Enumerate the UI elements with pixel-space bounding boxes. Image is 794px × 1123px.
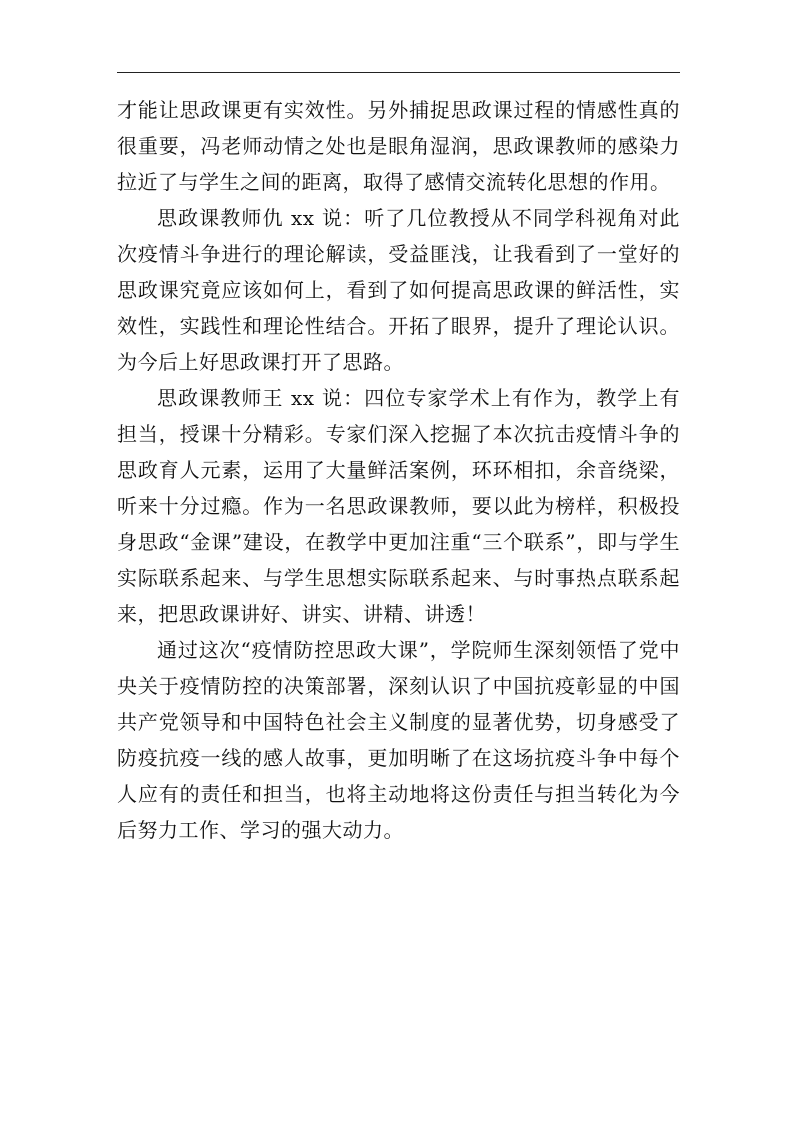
document-body (117, 92, 680, 848)
paragraph: 思政课教师王 xx 说：四位专家学术上有作为，教学上有担当，授课十分精彩。专家们深入挖掘了本次抗击疫情斗争的思政育人元素，运用了大量鲜活案例，环环相扣，余音绕梁，听来十分过瘾。作为一名思政课教师，要以此为榜样，积极投身思政“金课”建设，在教学中更加注重“三个联系”，即与学生实际联系起来、与学生思想实际联系起来、与时事热点联系起来，把思政课讲好、讲实、讲精、讲透！ (117, 386, 680, 626)
header-rule (117, 72, 680, 73)
paragraph: 才能让思政课更有实效性。另外捕捉思政课过程的情感性真的很重要，冯老师动情之处也是眼角湿润，思政课教师的感染力拉近了与学生之间的距离，取得了感情交流转化思想的作用。 (117, 98, 680, 194)
paragraph: 通过这次“疫情防控思政大课”，学院师生深刻领悟了党中央关于疫情防控的决策部署，深刻认识了中国抗疫彰显的中国共产党领导和中国特色社会主义制度的显著优势，切身感受了防疫抗疫一线的感人故事，更加明晰了在这场抗疫斗争中每个人应有的责任和担当，也将主动地将这份责任与担当转化为今后努力工作、学习的强大动力。 (117, 638, 680, 842)
paragraph: 思政课教师仇 xx 说：听了几位教授从不同学科视角对此次疫情斗争进行的理论解读，受益匪浅，让我看到了一堂好的思政课究竟应该如何上，看到了如何提高思政课的鲜活性，实效性，实践性和理论性结合。开拓了眼界，提升了理论认识。为今后上好思政课打开了思路。 (117, 206, 680, 374)
